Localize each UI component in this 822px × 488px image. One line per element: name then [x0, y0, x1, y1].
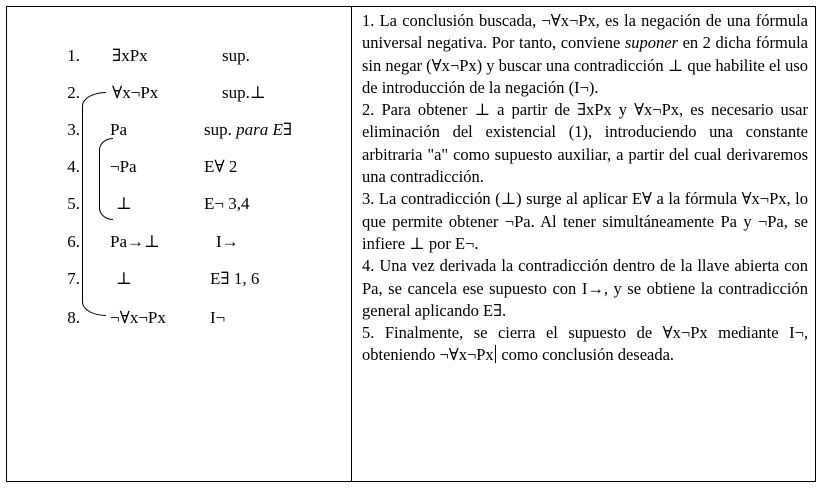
- explanation-step-4: 4. Una vez derivada la contradicción dentro de la llave abierta con Pa, se cancela ese supuesto con I→, y se obtiene la contradicción general aplicando E∃.: [362, 256, 808, 320]
- explanation-step-3: 3. La contradicción (⊥) surge al aplicar E∀ a la fórmula ∀x¬Px, lo que permite obtener ¬Pa. Al tener simultáneamente Pa y ¬Pa, se infiere ⊥ por E¬.: [362, 189, 808, 253]
- line-number: 7.: [67, 269, 80, 288]
- line-rule: I→: [216, 232, 239, 251]
- line-formula: ¬∀x¬Px: [110, 308, 166, 327]
- proof-line-1: [6, 44, 351, 68]
- line-formula: ⊥: [116, 194, 132, 213]
- explanation-column: [362, 10, 808, 367]
- column-divider: [351, 6, 352, 482]
- explanation-step-2: 2. Para obtener ⊥ a partir de ∃xPx y ∀x¬Px, es necesario usar eliminación del existencial (1), introduciendo una constante arbitraria "a" como supuesto auxiliar, a partir del cual derivaremos una contradicción.: [362, 100, 808, 187]
- line-number: 5.: [67, 194, 80, 213]
- line-formula: ∀x¬Px: [112, 83, 159, 102]
- line-rule-italic: para E∃: [236, 120, 293, 139]
- explanation-step-5: [362, 322, 808, 367]
- line-rule: sup.⊥: [222, 83, 266, 102]
- proof-line-8: [6, 306, 351, 330]
- line-formula: ¬Pa: [110, 157, 137, 176]
- line-number: 1.: [67, 46, 80, 65]
- line-formula: Pa→⊥: [110, 232, 160, 251]
- line-rule: E∃ 1, 6: [210, 269, 260, 288]
- line-number: 3.: [67, 120, 80, 139]
- step-1-emphasis: suponer: [624, 33, 679, 53]
- step-5-text-a: 5. Finalmente, se cierra el supuesto de ∀x¬Px mediante I¬, obteniendo ¬∀x¬Px: [362, 323, 808, 365]
- line-rule: sup.: [222, 46, 250, 65]
- line-number: 2.: [67, 83, 80, 102]
- explanation-step-1: [362, 10, 808, 99]
- proof-line-4: [6, 155, 351, 179]
- proof-line-6: [6, 230, 351, 254]
- line-rule: [204, 118, 292, 142]
- proof-column: [6, 6, 351, 482]
- step-5-text-b: como conclusión deseada.: [497, 345, 675, 365]
- proof-line-5: [6, 192, 351, 216]
- proof-line-3: [6, 118, 351, 142]
- line-number: 6.: [67, 232, 80, 251]
- line-number: 8.: [67, 308, 80, 327]
- line-rule: E∀ 2: [204, 157, 238, 176]
- text-cursor: [495, 345, 497, 363]
- step-1-text-a: 1. La conclusión buscada, ¬∀x¬Px, es la negación de una fórmula universal negativa. Por tanto, conviene: [362, 11, 808, 53]
- proof-line-7: [6, 267, 351, 291]
- line-number: 4.: [67, 157, 80, 176]
- line-formula: ⊥: [116, 269, 132, 288]
- line-rule-text: sup.: [204, 120, 237, 139]
- line-rule: I¬: [210, 308, 226, 327]
- proof-line-2: [6, 81, 351, 105]
- step-1-text-b: en 2 dicha fórmula sin negar (∀x¬Px) y buscar una contradicción ⊥ que habilite el uso de introducción de la negación (I¬).: [362, 33, 808, 97]
- line-formula: Pa: [110, 120, 127, 139]
- line-formula: ∃xPx: [112, 46, 148, 65]
- line-rule: E¬ 3,4: [204, 194, 250, 213]
